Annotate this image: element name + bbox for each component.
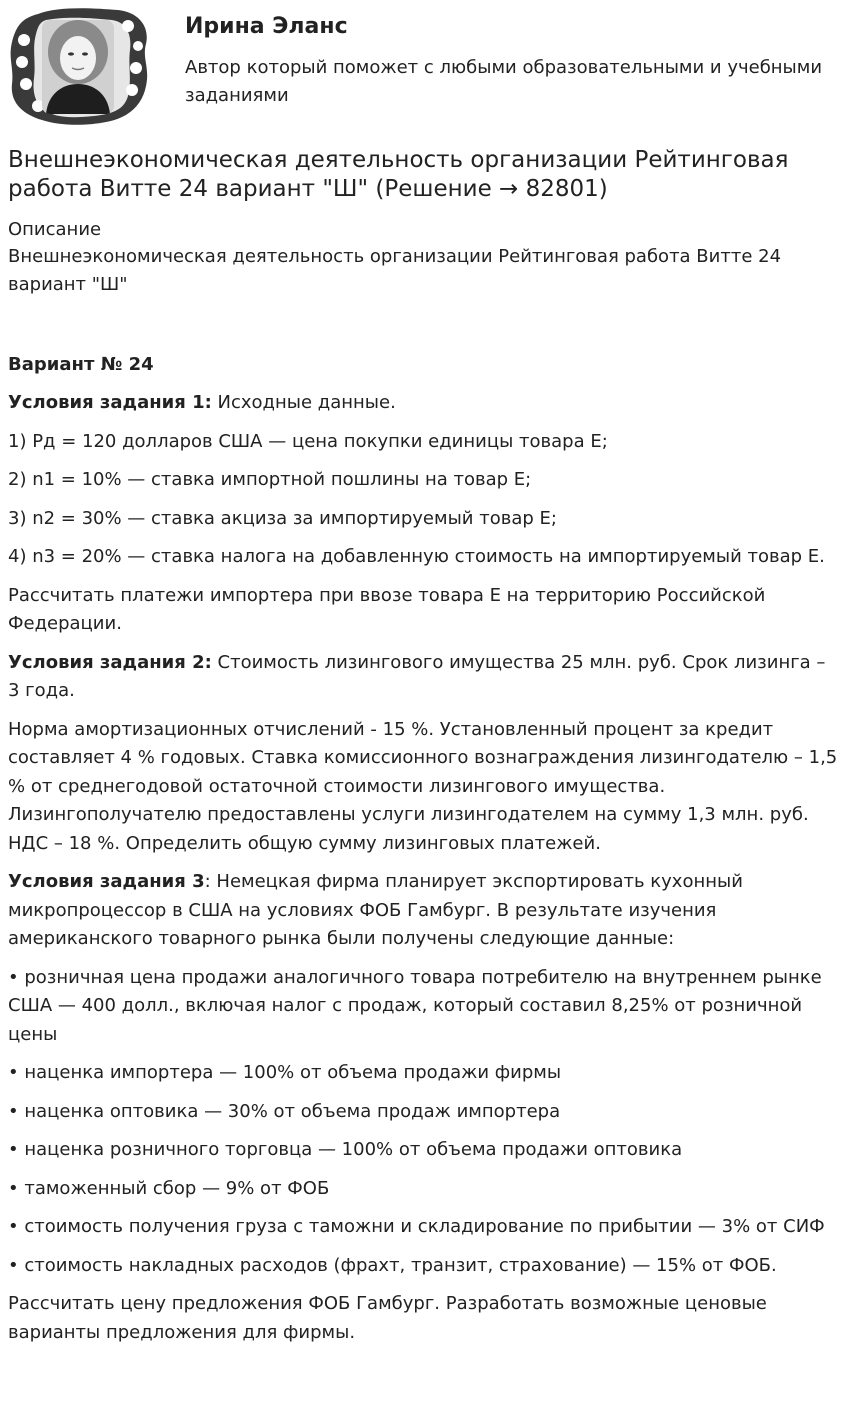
task3-item: • наценка оптовика — 30% от объема продаж импортера (8, 1100, 561, 1122)
task3-label: Условия задания 3 (8, 871, 205, 892)
task3-question: Рассчитать цену предложения ФОБ Гамбург. Разработать возможные ценовые варианты предложения для фирмы. (8, 1293, 767, 1343)
avatar-film-frame-icon (8, 6, 150, 128)
task1-intro: Исходные данные. (211, 392, 396, 413)
task1-question: Рассчитать платежи импортера при ввозе товара Е на территорию Российской Федерации. (8, 584, 766, 634)
author-card (8, 6, 838, 128)
page-title: Внешнеэкономическая деятельность организации Рейтинговая работа Витте 24 вариант "Ш" (Решение → 82801) (8, 147, 789, 202)
avatar[interactable] (8, 6, 150, 128)
task3-item: • стоимость накладных расходов (фрахт, транзит, страхование) — 15% от ФОБ. (8, 1254, 777, 1276)
document-content (8, 146, 838, 1347)
task3-item: • таможенный сбор — 9% от ФОБ (8, 1177, 330, 1199)
task2-intro: Стоимость лизингового имущества 25 млн. руб. Срок лизинга – 3 года. (8, 651, 826, 701)
task3-conditions (8, 868, 838, 954)
task3-item: • наценка импортера — 100% от объема продажи фирмы (8, 1062, 562, 1083)
variant-heading: Вариант № 24 (8, 354, 154, 375)
task1-conditions (8, 389, 838, 418)
task2-label: Условия задания 2: (8, 651, 212, 673)
task3-item: • наценка розничного торговца — 100% от объема продажи оптовика (8, 1139, 683, 1160)
task1-item: 1) Рд = 120 долларов США — цена покупки единицы товара Е; (8, 430, 608, 452)
description-label: Описание (8, 219, 102, 240)
task3-intro: : Немецкая фирма планирует экспортировать кухонный микропроцессор в США на условиях ФОБ Гамбург. В результате изучения американского товарного рынка были получены следующие данные: (8, 871, 743, 949)
task1-item: 3) n2 = 30% — ставка акциза за импортируемый товар Е; (8, 507, 557, 529)
task1-item: 4) n3 = 20% — ставка налога на добавленную стоимость на импортируемый товар Е. (8, 546, 825, 567)
task2-conditions (8, 649, 838, 706)
author-bio: Автор который поможет с любыми образовательными и учебными заданиями (185, 57, 823, 106)
task1-item: 2) n1 = 10% — ставка импортной пошлины на товар Е; (8, 469, 532, 490)
task1-label: Условия задания 1: (8, 392, 212, 413)
description-text: Внешнеэкономическая деятельность организации Рейтинговая работа Витте 24 вариант "Ш" (8, 246, 782, 295)
task3-item: • розничная цена продажи аналогичного товара потребителю на внутреннем рынке США — 400 долл., включая налог с продаж, который составил 8,25% от розничной цены (8, 966, 822, 1045)
task3-item: • стоимость получения груза с таможни и складирование по прибытии — 3% от СИФ (8, 1216, 825, 1237)
task2-body: Норма амортизационных отчислений - 15 %. Установленный процент за кредит составляет 4 % годовых. Ставка комиссионного вознаграждения лизингодателю – 1,5 % от среднегодовой остаточной стоимости лизингового имущества. Лизингополучателю предоставлены услуги лизингодателем на сумму 1,3 млн. руб. НДС – 18 %. Определить общую сумму лизинговых платежей. (8, 718, 838, 854)
author-name[interactable]: Ирина Эланс (185, 14, 348, 39)
